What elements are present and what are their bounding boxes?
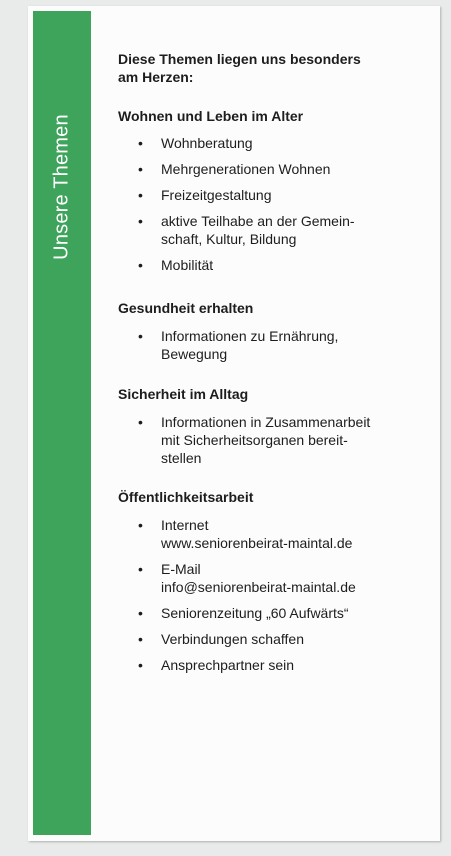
website-link[interactable]: www.seniorenbeirat-maintal.de xyxy=(161,535,353,551)
bullet-icon: • xyxy=(138,414,143,430)
topic-list xyxy=(118,516,408,674)
list-item: • Verbindungen schaffen xyxy=(138,631,304,647)
intro-line-1: Diese Themen liegen uns besonders xyxy=(118,51,361,67)
bullet-icon: • xyxy=(138,605,143,621)
content-column xyxy=(118,50,408,674)
topic-list xyxy=(118,413,408,467)
bullet-icon: • xyxy=(138,657,143,673)
bullet-icon: • xyxy=(138,561,143,577)
section-gesundheit xyxy=(118,299,408,363)
list-item: • Seniorenzeitung „60 Aufwärts“ xyxy=(138,605,349,621)
bullet-icon: • xyxy=(138,161,143,177)
list-item: • E-Mail info@seniorenbeirat-maintal.de xyxy=(138,561,356,595)
bullet-icon: • xyxy=(138,328,143,344)
bullet-icon: • xyxy=(138,213,143,229)
list-item: • Informationen zu Ernährung, Bewegung xyxy=(138,328,339,362)
list-item: • Informationen in Zusammenarbeit mit Sicherheitsorganen bereit- stellen xyxy=(138,414,371,466)
section-wohnen xyxy=(118,107,408,274)
bullet-icon: • xyxy=(138,187,143,203)
list-item: • Mobilität xyxy=(138,257,214,273)
section-heading: Sicherheit im Alltag xyxy=(118,386,249,402)
side-title: Unsere Themen xyxy=(50,114,73,260)
section-oeffentlichkeit xyxy=(118,488,408,674)
section-heading: Gesundheit erhalten xyxy=(118,300,254,316)
topic-list xyxy=(118,327,408,363)
list-item: • Freizeitgestaltung xyxy=(138,187,272,203)
intro-line-2: am Herzen: xyxy=(118,69,194,85)
bullet-icon: • xyxy=(138,257,143,273)
list-item: • Internet www.seniorenbeirat-maintal.de xyxy=(138,517,353,551)
bullet-icon: • xyxy=(138,517,143,533)
section-heading: Wohnen und Leben im Alter xyxy=(118,108,304,124)
intro-text xyxy=(118,50,408,86)
section-sicherheit xyxy=(118,385,408,467)
list-item: • aktive Teilhabe an der Gemein- schaft, Kultur, Bildung xyxy=(138,213,355,247)
topic-list xyxy=(118,134,408,274)
list-item: • Mehrgenerationen Wohnen xyxy=(138,161,331,177)
list-item: • Ansprechpartner sein xyxy=(138,657,295,673)
bullet-icon: • xyxy=(138,631,143,647)
list-item: • Wohnberatung xyxy=(138,135,253,151)
email-link[interactable]: info@seniorenbeirat-maintal.de xyxy=(161,579,356,595)
section-heading: Öffentlichkeitsarbeit xyxy=(118,489,254,505)
bullet-icon: • xyxy=(138,135,143,151)
